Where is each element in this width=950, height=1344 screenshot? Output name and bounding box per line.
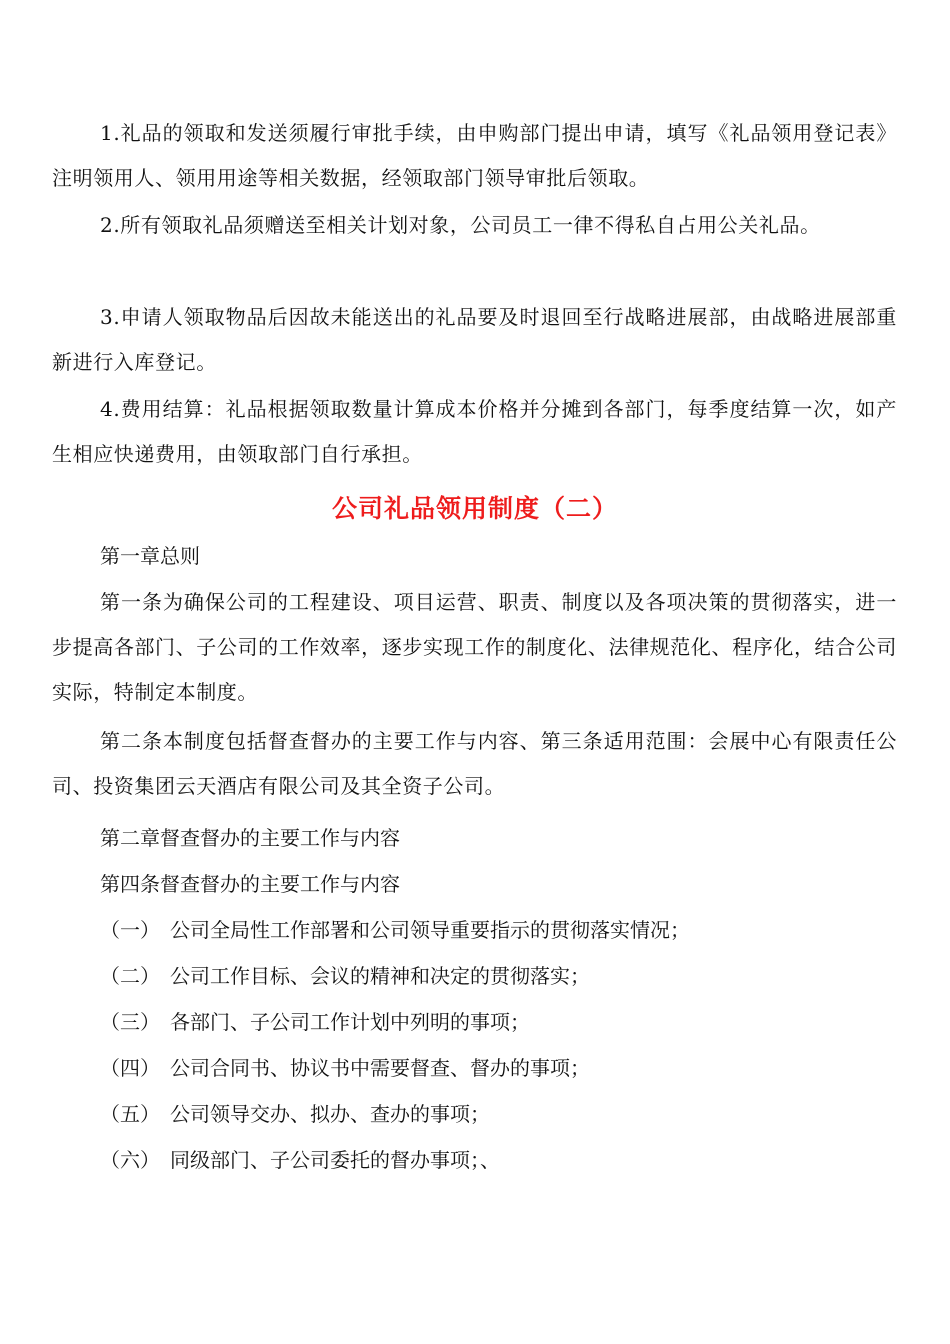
list-item [100, 1007, 530, 1037]
list-item-text: 公司工作目标、会议的精神和决定的贯彻落实； [170, 964, 590, 988]
article-1: 第一条为确保公司的工程建设、项目运营、职责、制度以及各项决策的贯彻落实，进一步提高各部门、子公司的工作效率，逐步实现工作的制度化、法律规范化、程序化，结合公司实际，特制定本制度。 [52, 590, 897, 704]
section-title: 公司礼品领用制度（二） [331, 494, 618, 523]
gift-rule-2: 2.所有领取礼品须赠送至相关计划对象，公司员工一律不得私自占用公关礼品。 [100, 213, 821, 237]
list-item-text: 公司领导交办、拟办、查办的事项； [170, 1102, 490, 1126]
list-item-text: 同级部门、子公司委托的督办事项；、 [170, 1148, 500, 1172]
list-item-marker: （三） [100, 1010, 160, 1034]
list-item [100, 1099, 490, 1129]
chapter-2-heading: 第二章督查督办的主要工作与内容 [100, 826, 400, 850]
article-2: 第二条本制度包括督查督办的主要工作与内容、第三条适用范围：会展中心有限责任公司、投资集团云天酒店有限公司及其全资子公司。 [52, 729, 897, 798]
gift-rule-1: 1.礼品的领取和发送须履行审批手续，由申购部门提出申请，填写《礼品领用登记表》注明领用人、领用用途等相关数据，经领取部门领导审批后领取。 [52, 121, 897, 190]
chapter-1-heading: 第一章总则 [100, 544, 200, 568]
list-item-text: 公司全局性工作部署和公司领导重要指示的贯彻落实情况； [170, 918, 690, 942]
list-item-marker: （二） [100, 964, 160, 988]
list-item-marker: （六） [100, 1148, 160, 1172]
list-item-marker: （四） [100, 1056, 160, 1080]
list-item [100, 961, 590, 991]
list-item-marker: （五） [100, 1102, 160, 1126]
list-item-text: 公司合同书、协议书中需要督查、督办的事项； [170, 1056, 590, 1080]
list-item [100, 915, 690, 945]
list-item [100, 1053, 590, 1083]
article-4-heading: 第四条督查督办的主要工作与内容 [100, 872, 400, 896]
list-item-marker: （一） [100, 918, 160, 942]
list-item [100, 1145, 500, 1175]
list-item-text: 各部门、子公司工作计划中列明的事项； [170, 1010, 530, 1034]
gift-rule-4: 4.费用结算：礼品根据领取数量计算成本价格并分摊到各部门，每季度结算一次，如产生相应快递费用，由领取部门自行承担。 [52, 397, 897, 466]
gift-rule-3: 3.申请人领取物品后因故未能送出的礼品要及时退回至行战略进展部，由战略进展部重新进行入库登记。 [52, 305, 897, 374]
